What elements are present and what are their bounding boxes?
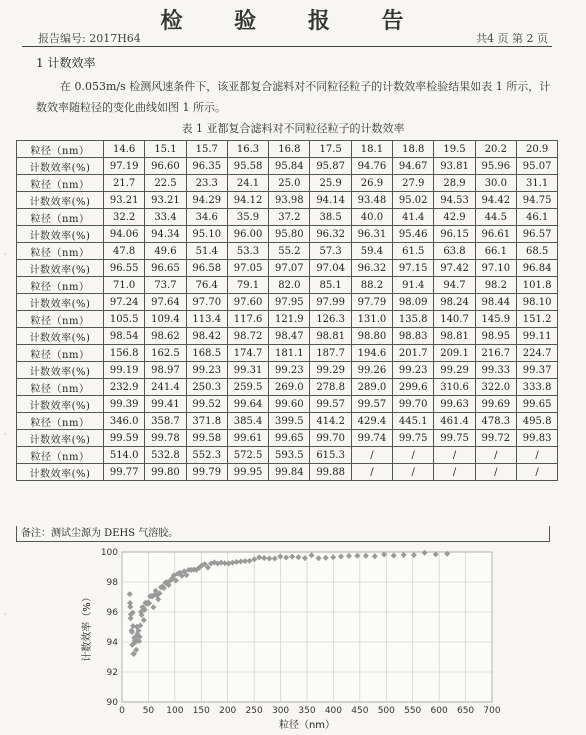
size-cell: 358.7: [145, 413, 186, 430]
efficiency-cell: 96.61: [475, 226, 516, 243]
size-cell: 385.4: [227, 413, 268, 430]
efficiency-row-label: 计数效率(%): [17, 328, 104, 345]
size-cell: 31.1: [516, 175, 557, 192]
size-cell: 461.4: [434, 413, 475, 430]
size-row-label: 粒径（nm）: [17, 447, 104, 464]
efficiency-cell: 95.58: [227, 158, 268, 175]
efficiency-cell: 97.07: [269, 260, 310, 277]
x-tick-label: 400: [324, 706, 343, 716]
efficiency-cell: 96.58: [186, 260, 227, 277]
efficiency-cell: /: [434, 464, 475, 481]
y-tick-label: 98: [106, 578, 118, 588]
size-cell: 168.5: [186, 345, 227, 362]
size-cell: 28.9: [434, 175, 475, 192]
size-cell: 18.8: [393, 141, 434, 158]
efficiency-cell: 99.72: [475, 430, 516, 447]
size-cell: 35.9: [227, 209, 268, 226]
efficiency-cell: 94.42: [475, 192, 516, 209]
size-cell: 55.2: [269, 243, 310, 260]
size-cell: 615.3: [310, 447, 351, 464]
efficiency-row: [17, 464, 558, 481]
efficiency-row: [17, 362, 558, 379]
x-tick-label: 350: [298, 706, 316, 716]
size-cell: 310.6: [434, 379, 475, 396]
efficiency-cell: 94.06: [104, 226, 145, 243]
size-cell: 162.5: [145, 345, 186, 362]
size-cell: 322.0: [475, 379, 516, 396]
size-cell: 532.8: [145, 447, 186, 464]
size-cell: 40.0: [351, 209, 392, 226]
size-cell: 37.2: [269, 209, 310, 226]
y-tick-label: 92: [106, 668, 118, 678]
efficiency-cell: 98.24: [434, 294, 475, 311]
efficiency-cell: 93.21: [104, 192, 145, 209]
efficiency-cell: 97.70: [186, 294, 227, 311]
efficiency-cell: 99.29: [434, 362, 475, 379]
size-cell: 98.2: [475, 277, 516, 294]
efficiency-cell: 99.77: [104, 464, 145, 481]
efficiency-cell: 98.81: [310, 328, 351, 345]
x-tick-label: 600: [430, 706, 448, 716]
efficiency-cell: 98.47: [269, 328, 310, 345]
size-cell: 181.1: [269, 345, 310, 362]
efficiency-cell: 99.79: [186, 464, 227, 481]
size-cell: 126.3: [310, 311, 351, 328]
y-tick-label: 100: [100, 548, 118, 558]
size-cell: 289.0: [351, 379, 392, 396]
size-cell: 241.4: [145, 379, 186, 396]
efficiency-cell: 97.99: [310, 294, 351, 311]
section-paragraph: 在 0.053m/s 检测风速条件下，该亚都复合滤料对不同粒径粒子的计数效率检验结果如表 1 所示，计数效率随粒径的变化曲线如图 1 所示。: [36, 80, 551, 114]
size-cell: 32.2: [104, 209, 145, 226]
size-cell: 79.1: [227, 277, 268, 294]
size-cell: 88.2: [351, 277, 392, 294]
y-tick-label: 90: [106, 698, 118, 708]
size-cell: 30.0: [475, 175, 516, 192]
efficiency-cell: /: [475, 464, 516, 481]
efficiency-cell: 99.52: [186, 396, 227, 413]
efficiency-cell: 95.46: [393, 226, 434, 243]
size-cell: 71.0: [104, 277, 145, 294]
efficiency-cell: 99.78: [145, 430, 186, 447]
size-cell: 91.4: [393, 277, 434, 294]
size-cell: 18.1: [351, 141, 392, 158]
size-cell: 19.5: [434, 141, 475, 158]
efficiency-cell: /: [393, 464, 434, 481]
efficiency-cell: 96.31: [351, 226, 392, 243]
efficiency-cell: 99.41: [145, 396, 186, 413]
size-cell: /: [351, 447, 392, 464]
size-cell: 47.8: [104, 243, 145, 260]
table-caption: 表 1 亚都复合滤料对不同粒径粒子的计数效率: [181, 122, 405, 135]
size-cell: 49.6: [145, 243, 186, 260]
efficiency-cell: 94.29: [186, 192, 227, 209]
efficiency-cell: 97.04: [310, 260, 351, 277]
size-cell: 514.0: [104, 447, 145, 464]
x-tick-label: 650: [456, 706, 475, 716]
efficiency-cell: 98.81: [434, 328, 475, 345]
efficiency-cell: 96.15: [434, 226, 475, 243]
efficiency-cell: 99.65: [516, 396, 557, 413]
size-cell: 495.8: [516, 413, 557, 430]
efficiency-cell: 99.70: [393, 396, 434, 413]
y-axis-label: 计数效率（%）: [82, 592, 93, 662]
size-cell: 259.5: [227, 379, 268, 396]
size-cell: /: [516, 447, 557, 464]
size-cell: 399.5: [269, 413, 310, 430]
size-cell: 38.5: [310, 209, 351, 226]
size-cell: 20.9: [516, 141, 557, 158]
size-cell: 15.1: [145, 141, 186, 158]
efficiency-cell: 94.53: [434, 192, 475, 209]
size-cell: 21.7: [104, 175, 145, 192]
efficiency-cell: 99.19: [104, 362, 145, 379]
efficiency-row: [17, 158, 558, 175]
efficiency-cell: 98.62: [145, 328, 186, 345]
size-cell: 445.1: [393, 413, 434, 430]
efficiency-cell: 99.75: [393, 430, 434, 447]
size-cell: 224.7: [516, 345, 557, 362]
size-row-label: 粒径（nm）: [17, 413, 104, 430]
section-heading: 1 计数效率: [36, 56, 96, 70]
size-row-label: 粒径（nm）: [17, 345, 104, 362]
x-tick-label: 550: [404, 706, 422, 716]
efficiency-cell: 97.10: [475, 260, 516, 277]
efficiency-row: [17, 260, 558, 277]
efficiency-scatter-chart: [60, 544, 510, 734]
size-cell: 478.3: [475, 413, 516, 430]
efficiency-cell: 95.96: [475, 158, 516, 175]
efficiency-cell: 95.07: [516, 158, 557, 175]
document-title: 检 验 报 告: [160, 8, 426, 34]
x-tick-label: 250: [245, 706, 263, 716]
efficiency-cell: 99.33: [475, 362, 516, 379]
efficiency-cell: 96.32: [310, 226, 351, 243]
efficiency-cell: 99.95: [227, 464, 268, 481]
size-cell: 51.4: [186, 243, 227, 260]
report-number: 报告编号: 2017H64: [38, 32, 141, 45]
size-cell: 15.7: [186, 141, 227, 158]
efficiency-cell: 98.97: [145, 362, 186, 379]
size-cell: 201.7: [393, 345, 434, 362]
efficiency-cell: 96.55: [104, 260, 145, 277]
efficiency-cell: 98.83: [393, 328, 434, 345]
size-row-label: 粒径（nm）: [17, 243, 104, 260]
efficiency-cell: 95.02: [393, 192, 434, 209]
size-cell: /: [475, 447, 516, 464]
x-tick-label: 500: [377, 706, 395, 716]
efficiency-cell: 99.84: [269, 464, 310, 481]
efficiency-row-label: 计数效率(%): [17, 158, 104, 175]
binding-hole-mark: ·: [4, 610, 7, 619]
size-cell: 24.1: [227, 175, 268, 192]
efficiency-cell: 99.74: [351, 430, 392, 447]
efficiency-cell: 97.42: [434, 260, 475, 277]
binding-hole-mark: ·: [4, 250, 7, 259]
efficiency-cell: 99.23: [269, 362, 310, 379]
size-cell: 333.8: [516, 379, 557, 396]
efficiency-cell: 99.70: [310, 430, 351, 447]
efficiency-cell: 97.64: [145, 294, 186, 311]
size-cell: 22.5: [145, 175, 186, 192]
efficiency-cell: 97.05: [227, 260, 268, 277]
efficiency-cell: 98.72: [227, 328, 268, 345]
efficiency-cell: 93.21: [145, 192, 186, 209]
efficiency-cell: 99.64: [227, 396, 268, 413]
size-cell: 61.5: [393, 243, 434, 260]
binding-hole-mark: ·: [4, 430, 7, 439]
size-row: [17, 379, 558, 396]
size-cell: 194.6: [351, 345, 392, 362]
size-cell: 82.0: [269, 277, 310, 294]
size-row-label: 粒径（nm）: [17, 175, 104, 192]
size-row: [17, 175, 558, 192]
size-row: [17, 413, 558, 430]
size-cell: 63.8: [434, 243, 475, 260]
efficiency-cell: 94.75: [516, 192, 557, 209]
efficiency-row: [17, 294, 558, 311]
size-cell: 59.4: [351, 243, 392, 260]
size-cell: 76.4: [186, 277, 227, 294]
efficiency-cell: /: [351, 464, 392, 481]
efficiency-row-label: 计数效率(%): [17, 430, 104, 447]
size-cell: 187.7: [310, 345, 351, 362]
size-cell: 269.0: [269, 379, 310, 396]
efficiency-cell: 95.80: [269, 226, 310, 243]
efficiency-row: [17, 192, 558, 209]
efficiency-cell: 99.83: [516, 430, 557, 447]
size-row: [17, 277, 558, 294]
efficiency-cell: 94.14: [310, 192, 351, 209]
efficiency-cell: 99.60: [269, 396, 310, 413]
report-header: [22, 30, 552, 47]
size-cell: 25.0: [269, 175, 310, 192]
efficiency-row-label: 计数效率(%): [17, 226, 104, 243]
size-cell: 216.7: [475, 345, 516, 362]
y-tick-label: 96: [106, 608, 118, 618]
efficiency-cell: 99.61: [227, 430, 268, 447]
efficiency-cell: 96.32: [351, 260, 392, 277]
size-cell: 105.5: [104, 311, 145, 328]
size-cell: 16.3: [227, 141, 268, 158]
efficiency-cell: 99.23: [186, 362, 227, 379]
size-cell: 299.6: [393, 379, 434, 396]
efficiency-cell: 98.54: [104, 328, 145, 345]
efficiency-cell: 99.69: [475, 396, 516, 413]
efficiency-cell: 93.81: [434, 158, 475, 175]
efficiency-cell: 93.98: [269, 192, 310, 209]
efficiency-cell: 94.76: [351, 158, 392, 175]
size-row-label: 粒径（nm）: [17, 209, 104, 226]
size-row: [17, 209, 558, 226]
efficiency-cell: 98.95: [475, 328, 516, 345]
size-cell: 53.3: [227, 243, 268, 260]
efficiency-cell: 98.10: [516, 294, 557, 311]
efficiency-cell: 99.23: [393, 362, 434, 379]
size-cell: 44.5: [475, 209, 516, 226]
efficiency-cell: 99.57: [351, 396, 392, 413]
size-cell: 414.2: [310, 413, 351, 430]
size-cell: 46.1: [516, 209, 557, 226]
efficiency-row: [17, 396, 558, 413]
size-cell: 131.0: [351, 311, 392, 328]
efficiency-cell: 96.00: [227, 226, 268, 243]
efficiency-row-label: 计数效率(%): [17, 396, 104, 413]
x-tick-label: 100: [166, 706, 184, 716]
size-cell: 117.6: [227, 311, 268, 328]
size-cell: 145.9: [475, 311, 516, 328]
size-cell: 232.9: [104, 379, 145, 396]
efficiency-cell: 97.79: [351, 294, 392, 311]
x-tick-label: 700: [483, 706, 501, 716]
efficiency-row-label: 计数效率(%): [17, 294, 104, 311]
size-cell: 140.7: [434, 311, 475, 328]
size-cell: /: [434, 447, 475, 464]
size-cell: 121.9: [269, 311, 310, 328]
efficiency-cell: 94.34: [145, 226, 186, 243]
size-row: [17, 311, 558, 328]
size-row: [17, 243, 558, 260]
size-cell: 68.5: [516, 243, 557, 260]
efficiency-cell: 99.37: [516, 362, 557, 379]
efficiency-cell: 96.57: [516, 226, 557, 243]
efficiency-cell: /: [516, 464, 557, 481]
size-cell: 429.4: [351, 413, 392, 430]
efficiency-cell: 96.65: [145, 260, 186, 277]
x-tick-label: 300: [271, 706, 290, 716]
size-cell: 25.9: [310, 175, 351, 192]
size-cell: 57.3: [310, 243, 351, 260]
efficiency-row: [17, 226, 558, 243]
efficiency-cell: 98.42: [186, 328, 227, 345]
efficiency-cell: 96.60: [145, 158, 186, 175]
efficiency-row: [17, 328, 558, 345]
size-cell: 94.7: [434, 277, 475, 294]
y-tick-label: 94: [106, 638, 118, 648]
size-cell: 156.8: [104, 345, 145, 362]
x-tick-label: 50: [142, 706, 155, 716]
efficiency-cell: 95.84: [269, 158, 310, 175]
efficiency-row-label: 计数效率(%): [17, 362, 104, 379]
size-cell: 14.6: [104, 141, 145, 158]
size-row-label: 粒径（nm）: [17, 141, 104, 158]
efficiency-row-label: 计数效率(%): [17, 192, 104, 209]
page-indicator: 共4 页 第 2 页: [476, 32, 548, 45]
size-cell: 593.5: [269, 447, 310, 464]
size-cell: 113.4: [186, 311, 227, 328]
efficiency-cell: 97.15: [393, 260, 434, 277]
size-cell: 135.8: [393, 311, 434, 328]
size-cell: 33.4: [145, 209, 186, 226]
efficiency-row-label: 计数效率(%): [17, 260, 104, 277]
size-cell: 151.2: [516, 311, 557, 328]
efficiency-cell: 97.24: [104, 294, 145, 311]
efficiency-cell: 94.67: [393, 158, 434, 175]
efficiency-cell: 97.19: [104, 158, 145, 175]
size-cell: 73.7: [145, 277, 186, 294]
size-cell: 278.8: [310, 379, 351, 396]
size-cell: 250.3: [186, 379, 227, 396]
efficiency-cell: 95.87: [310, 158, 351, 175]
efficiency-cell: 98.80: [351, 328, 392, 345]
efficiency-cell: 99.65: [269, 430, 310, 447]
size-cell: /: [393, 447, 434, 464]
size-row-label: 粒径（nm）: [17, 311, 104, 328]
efficiency-cell: 99.39: [104, 396, 145, 413]
efficiency-cell: 99.29: [310, 362, 351, 379]
size-row-label: 粒径（nm）: [17, 379, 104, 396]
x-tick-label: 0: [119, 706, 125, 716]
size-cell: 26.9: [351, 175, 392, 192]
efficiency-row: [17, 430, 558, 447]
efficiency-cell: 98.09: [393, 294, 434, 311]
efficiency-cell: 99.31: [227, 362, 268, 379]
size-cell: 42.9: [434, 209, 475, 226]
efficiency-table: [16, 140, 558, 481]
size-cell: 16.8: [269, 141, 310, 158]
efficiency-cell: 99.80: [145, 464, 186, 481]
size-cell: 20.2: [475, 141, 516, 158]
size-row: [17, 345, 558, 362]
x-tick-label: 150: [192, 706, 210, 716]
size-cell: 27.9: [393, 175, 434, 192]
size-row: [17, 141, 558, 158]
size-cell: 85.1: [310, 277, 351, 294]
size-cell: 371.8: [186, 413, 227, 430]
size-cell: 109.4: [145, 311, 186, 328]
efficiency-cell: 99.57: [310, 396, 351, 413]
efficiency-cell: 94.12: [227, 192, 268, 209]
efficiency-cell: 99.75: [434, 430, 475, 447]
size-cell: 66.1: [475, 243, 516, 260]
size-cell: 552.3: [186, 447, 227, 464]
size-cell: 209.1: [434, 345, 475, 362]
efficiency-cell: 99.88: [310, 464, 351, 481]
efficiency-cell: 96.35: [186, 158, 227, 175]
efficiency-cell: 96.84: [516, 260, 557, 277]
size-cell: 17.5: [310, 141, 351, 158]
efficiency-cell: 97.60: [227, 294, 268, 311]
efficiency-cell: 99.59: [104, 430, 145, 447]
efficiency-cell: 99.63: [434, 396, 475, 413]
efficiency-cell: 99.11: [516, 328, 557, 345]
efficiency-cell: 98.44: [475, 294, 516, 311]
x-tick-label: 200: [219, 706, 237, 716]
size-row: [17, 447, 558, 464]
size-cell: 346.0: [104, 413, 145, 430]
size-cell: 23.3: [186, 175, 227, 192]
table-note: 备注：测试尘源为 DEHS 气溶胶。: [16, 526, 550, 542]
size-cell: 174.7: [227, 345, 268, 362]
efficiency-cell: 99.26: [351, 362, 392, 379]
efficiency-cell: 99.58: [186, 430, 227, 447]
efficiency-cell: 97.95: [269, 294, 310, 311]
size-cell: 101.8: [516, 277, 557, 294]
size-cell: 34.6: [186, 209, 227, 226]
x-tick-label: 450: [351, 706, 369, 716]
size-cell: 41.4: [393, 209, 434, 226]
size-row-label: 粒径（nm）: [17, 277, 104, 294]
efficiency-cell: 93.48: [351, 192, 392, 209]
efficiency-cell: 95.10: [186, 226, 227, 243]
efficiency-row-label: 计数效率(%): [17, 464, 104, 481]
x-axis-label: 粒径（nm）: [278, 720, 336, 731]
size-cell: 572.5: [227, 447, 268, 464]
